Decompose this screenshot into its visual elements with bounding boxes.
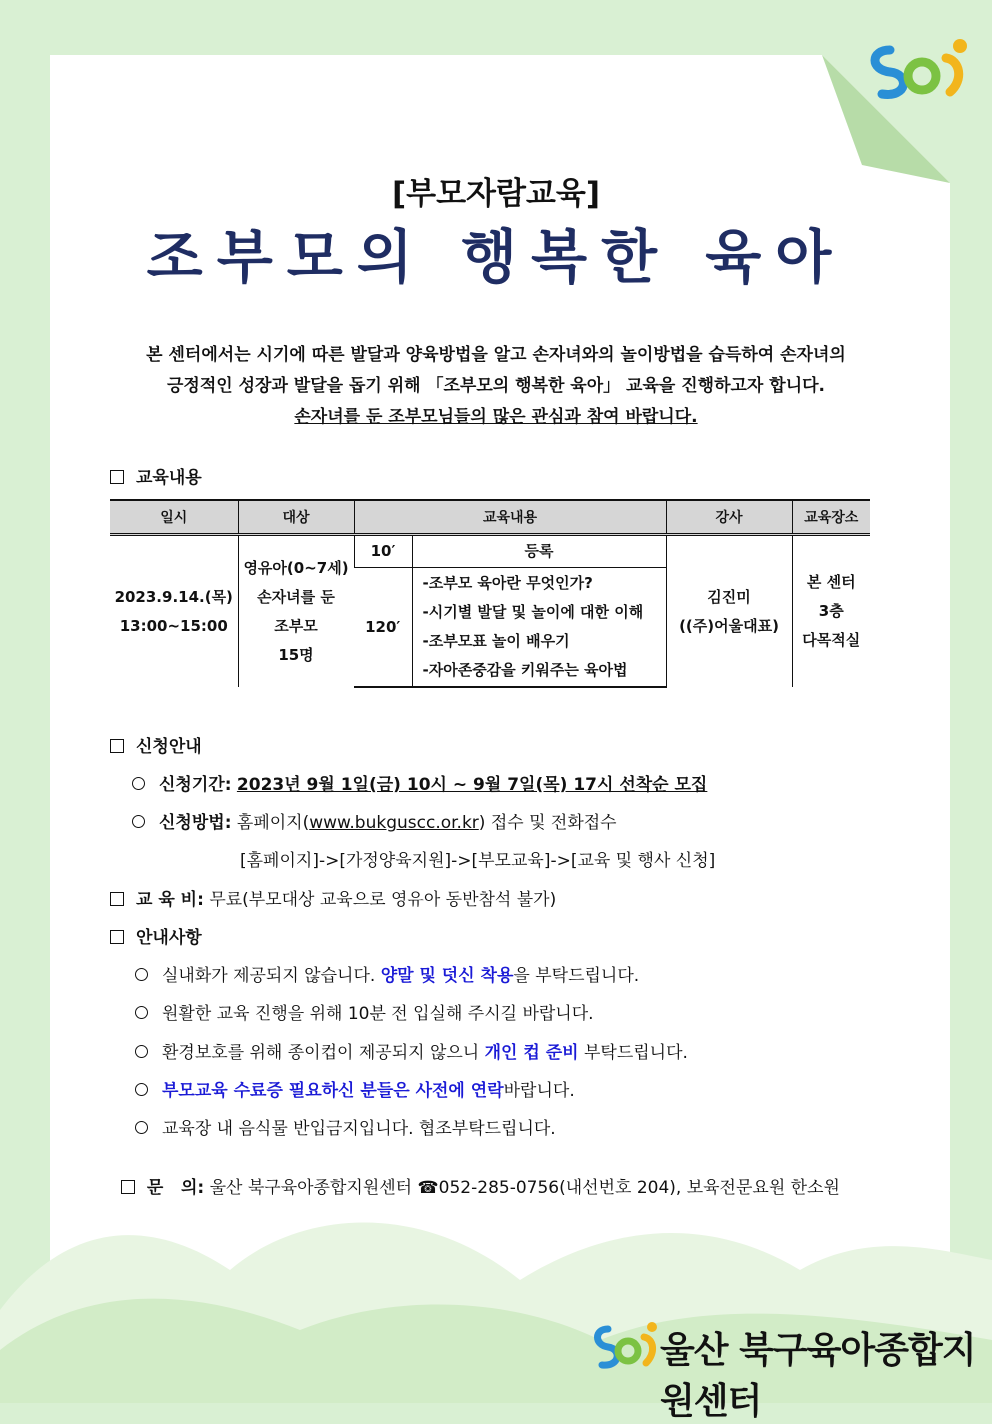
period-value: 2023년 9월 1일(금) 10시 ~ 9월 7일(목) 17시 선착순 모집: [236, 775, 708, 795]
application-method: [132, 808, 617, 833]
program-series-label: [부모자람교육]: [391, 176, 600, 212]
notice-heading: [110, 923, 202, 948]
checkbox-square-icon: [110, 930, 124, 944]
notice-item: [135, 1114, 556, 1139]
column-header: 강사: [666, 500, 792, 535]
target-line: 손자녀를 둔: [257, 587, 335, 606]
period-label: 신청기간:: [159, 775, 232, 795]
method-suffix: ) 접수 및 전화접수: [478, 813, 617, 833]
instructor-cell: [666, 535, 792, 688]
checkbox-square-icon: [121, 1180, 135, 1194]
content-item: -조부모표 놀이 배우기: [422, 632, 570, 650]
notice-item: [135, 1038, 688, 1063]
place-line: 다목적실: [802, 631, 861, 649]
place-cell: [792, 535, 870, 688]
notice-text: 을 부탁드립니다.: [513, 966, 640, 986]
schedule-cell: [110, 535, 238, 688]
instructor-name: 김진미: [707, 587, 751, 606]
intro-line-3: [80, 402, 912, 433]
bullet-circle-icon: [135, 1006, 148, 1019]
center-logo-icon: [860, 30, 980, 110]
target-cell: [238, 535, 354, 688]
application-heading-text: 신청안내: [136, 737, 202, 757]
page-title: 조부모의 행복한 육아: [146, 223, 846, 291]
checkbox-square-icon: [110, 892, 124, 906]
bullet-circle-icon: [135, 968, 148, 981]
fee-row: [110, 885, 556, 910]
notice-text: 환경보호를 위해 종이컵이 제공되지 않으니: [162, 1043, 485, 1063]
column-header: 일시: [110, 500, 238, 535]
table-header-row: [110, 500, 870, 535]
notice-heading-text: 안내사항: [136, 928, 202, 948]
notice-item: [135, 999, 594, 1024]
contact-value: 울산 북구육아종합지원센터 ☎052-285-0756(내선번호 204), 보육전문요원 한소원: [209, 1178, 840, 1198]
target-line: 15명: [278, 645, 314, 664]
notice-text: 원활한 교육 진행을 위해 10분 전 입실해 주시길 바랍니다.: [162, 1004, 594, 1024]
schedule-date: 2023.9.14.(목): [114, 587, 233, 606]
intro-line-3-text: 손자녀를 둔 조부모님들의 많은 관심과 참여 바랍니다.: [294, 407, 698, 427]
notice-text: 교육장 내 음식물 반입금지입니다. 협조부탁드립니다.: [162, 1119, 556, 1139]
education-heading: [110, 463, 202, 488]
bullet-circle-icon: [135, 1121, 148, 1134]
notice-item: [135, 1076, 575, 1101]
center-logo-icon: [590, 1315, 660, 1377]
notice-highlight: 양말 및 덧신 착용: [380, 966, 514, 986]
fee-label: 교 육 비:: [136, 890, 204, 910]
table-row: [110, 535, 870, 568]
application-path: [홈페이지]->[가정양육지원]->[부모교육]->[교육 및 행사 신청]: [240, 851, 716, 871]
education-heading-text: 교육내용: [136, 468, 202, 488]
duration-cell: 120′: [354, 568, 412, 688]
notice-text: 바랍니다.: [503, 1081, 575, 1101]
fee-value: 무료(부모대상 교육으로 영유아 동반참석 불가): [209, 890, 557, 910]
checkbox-square-icon: [110, 470, 124, 484]
contact-label: 문 의:: [146, 1178, 205, 1198]
homepage-link[interactable]: www.bukguscc.or.kr: [309, 813, 479, 833]
bullet-circle-icon: [135, 1083, 148, 1096]
bullet-circle-icon: [135, 1045, 148, 1058]
column-header: 교육내용: [354, 500, 666, 535]
bullet-circle-icon: [132, 815, 145, 828]
place-line: 3층: [818, 602, 844, 620]
duration-cell: 10′: [354, 535, 412, 568]
target-line: 조부모: [274, 616, 318, 635]
notice-highlight: 부모교육 수료증 필요하신 분들은 사전에 연락: [162, 1081, 504, 1101]
contact-row: [110, 1153, 840, 1198]
schedule-time: 13:00~15:00: [119, 616, 228, 635]
method-label: 신청방법:: [159, 813, 232, 833]
content-item: -시기별 발달 및 놀이에 대한 이해: [422, 603, 644, 621]
intro-line-2: 긍정적인 성장과 발달을 돕기 위해 「조부모의 행복한 육아」 교육을 진행하고자 합니다.: [167, 376, 825, 396]
notice-text: 부탁드립니다.: [578, 1043, 688, 1063]
intro-paragraph: [80, 340, 912, 433]
bullet-circle-icon: [132, 777, 145, 790]
column-header: 대상: [238, 500, 354, 535]
column-header: 교육장소: [792, 500, 870, 535]
application-period: [132, 770, 707, 795]
notice-item: [135, 961, 639, 986]
application-heading: [110, 732, 202, 757]
place-line: 본 센터: [806, 573, 856, 591]
education-table: [110, 499, 870, 688]
notice-text: 실내화가 제공되지 않습니다.: [162, 966, 381, 986]
method-prefix: 홈페이지(: [236, 813, 310, 833]
instructor-affiliation: ((주)어울대표): [679, 616, 779, 635]
intro-line-1: 본 센터에서는 시기에 따른 발달과 양육방법을 알고 손자녀와의 놀이방법을 습득하여 손자녀의: [146, 345, 846, 365]
content-cell: 등록: [412, 535, 666, 568]
content-item: -조부모 육아란 무엇인가?: [422, 574, 593, 592]
content-cell: [412, 568, 666, 688]
footer-org-name: 울산 북구육아종합지원센터: [660, 1330, 976, 1422]
notice-highlight: 개인 컵 준비: [484, 1043, 579, 1063]
checkbox-square-icon: [110, 739, 124, 753]
target-line: 영유아(0~7세): [243, 558, 349, 577]
content-item: -자아존중감을 키워주는 육아법: [422, 661, 628, 679]
